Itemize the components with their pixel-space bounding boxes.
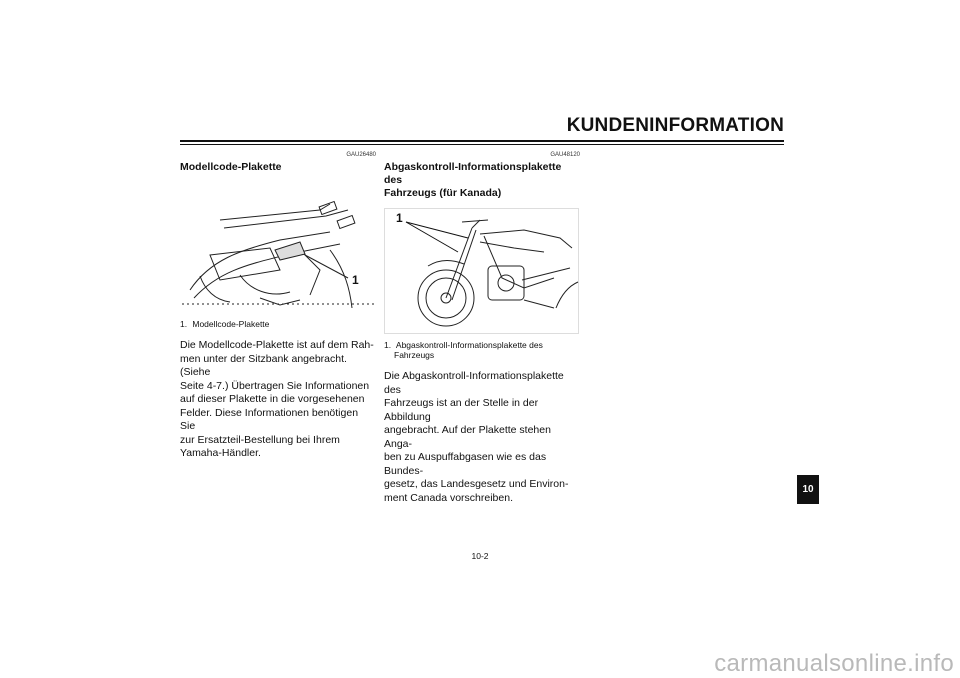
right-column [384,152,580,505]
page-number: 10-2 [471,551,489,561]
heading-line: Abgaskontroll-Informationsplakette des [384,161,562,186]
watermark: carmanualsonline.info [714,650,954,677]
page-title: KUNDENINFORMATION [566,115,784,136]
figure-caption [180,319,376,329]
body-line: angebracht. Auf der Plakette stehen Anga- [384,424,551,450]
body-line: ment Canada vorschreiben. [384,491,513,504]
body-line: Fahrzeugs ist an der Stelle in der Abbildung [384,397,539,423]
model-label-figure [180,180,376,315]
body-paragraph [384,370,580,505]
header-rule-thick [180,140,784,142]
emission-label-figure [384,208,580,334]
caption-number: 1. [384,340,392,350]
figure-callout: 1 [396,211,403,225]
motorcycle-illustration [384,208,580,334]
figure-caption [384,340,580,360]
body-line: Felder. Diese Informationen benötigen Sie [180,406,359,432]
body-line: auf dieser Plakette in die vorgesehenen [180,393,365,405]
section-heading: Modellcode-Plakette [180,161,282,173]
section-code: GAU48120 [550,152,580,158]
section-heading [384,161,580,200]
caption-text: Fahrzeugs [394,350,435,360]
chapter-tab: 10 [797,475,819,504]
body-line: ben zu Auspuffabgasen wie es das Bundes- [384,451,547,477]
body-line: Die Abgaskontroll-Informationsplakette des [384,370,564,396]
caption-text: Abgaskontroll-Informationsplakette des [395,340,543,350]
body-line: men unter der Sitzbank angebracht. (Siehe [180,352,347,378]
body-line: Die Modellcode-Plakette ist auf dem Rah- [180,339,374,351]
body-line: Yamaha-Händler. [180,447,261,459]
frame-illustration [180,180,376,315]
heading-line: Fahrzeugs (für Kanada) [384,187,502,199]
body-line: zur Ersatzteil-Bestellung bei Ihrem [180,433,340,446]
figure-callout: 1 [352,273,359,287]
caption-number: 1. [180,319,188,329]
body-line: gesetz, das Landesgesetz und Environ- [384,478,569,490]
body-paragraph [180,339,376,461]
header-rule-thin [180,144,784,145]
body-line: Seite 4-7.) Übertragen Sie Informationen [180,379,370,392]
caption-text: Modellcode-Plakette [192,319,270,329]
section-code: GAU26480 [346,152,376,158]
left-column [180,152,376,461]
